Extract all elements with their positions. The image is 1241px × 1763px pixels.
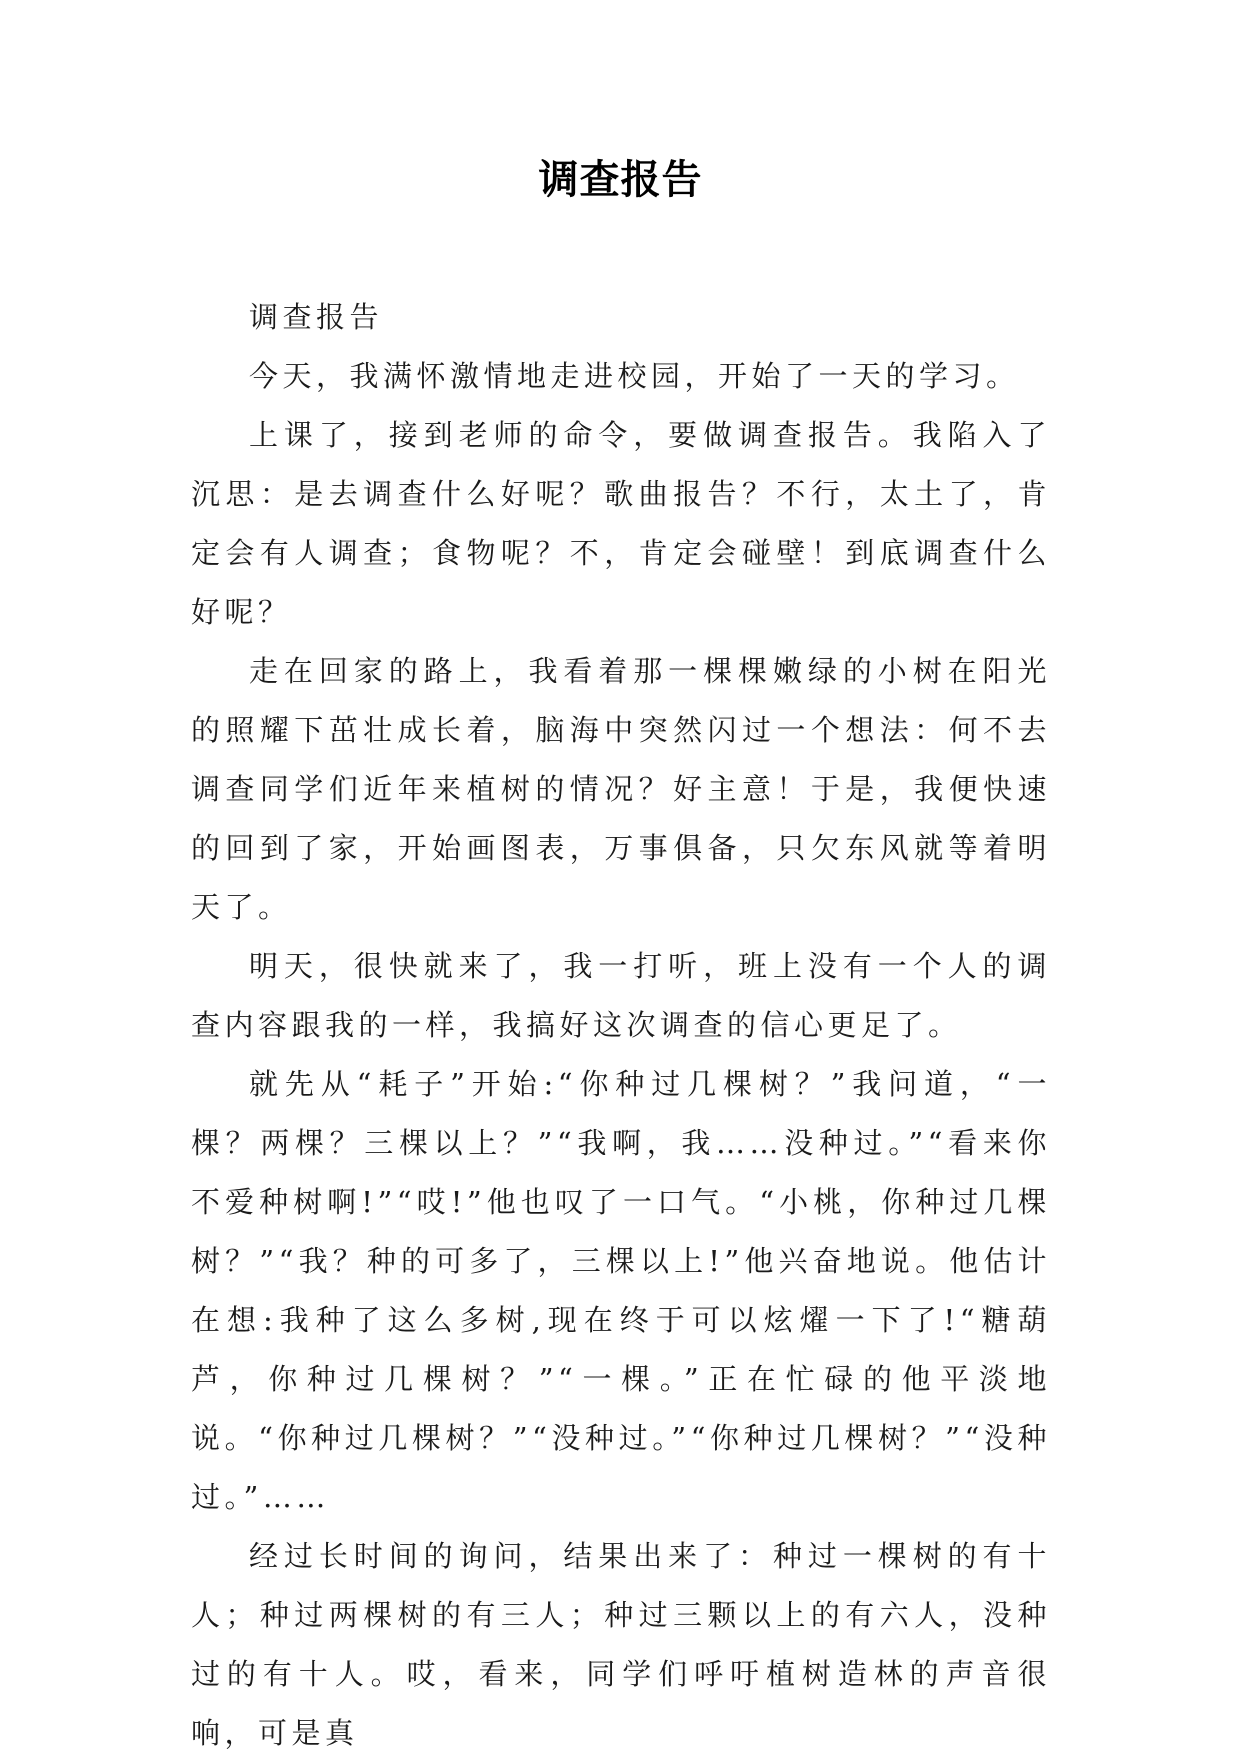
paragraph: 上课了，接到老师的命令，要做调查报告。我陷入了沉思：是去调查什么好呢？歌曲报告？不行，太土了，肯定会有人调查；食物呢？不，肯定会碰壁！到底调查什么好呢？ <box>191 418 1051 629</box>
paragraph: 就先从“耗子”开始:“你种过几棵树？”我问道，“一棵？两棵？三棵以上？”“我啊，我……没种过。”“看来你不爱种树啊!”“哎!”他也叹了一口气。“小桃，你种过几棵树？”“我？种的可多了，三棵以上!”他兴奋地说。他估计在想:我种了这么多树,现在终于可以炫燿一下了!“糖葫芦，你种过几棵树？”“一棵。”正在忙碌的他平淡地说。“你种过几棵树？”“没种过。”“你种过几棵树？”“没种过。”…… <box>191 1067 1051 1514</box>
paragraph: 经过长时间的询问，结果出来了：种过一棵树的有十人；种过两棵树的有三人；种过三颗以上的有六人，没种过的有十人。哎，看来，同学们呼吁植树造林的声音很响，可是真 <box>191 1539 1051 1750</box>
paragraph: 走在回家的路上，我看着那一棵棵嫩绿的小树在阳光的照耀下茁壮成长着，脑海中突然闪过一个想法：何不去调查同学们近年来植树的情况？好主意！于是，我便快速的回到了家，开始画图表，万事俱备，只欠东风就等着明天了。 <box>191 654 1051 924</box>
paragraph-heading: 调查报告 <box>249 300 384 334</box>
paragraph: 今天，我满怀激情地走进校园，开始了一天的学习。 <box>249 359 1020 393</box>
paragraph: 明天，很快就来了，我一打听，班上没有一个人的调查内容跟我的一样，我搞好这次调查的信心更足了。 <box>191 949 1051 1042</box>
document-body <box>191 288 1051 1763</box>
document-title: 调查报告 <box>538 157 703 203</box>
